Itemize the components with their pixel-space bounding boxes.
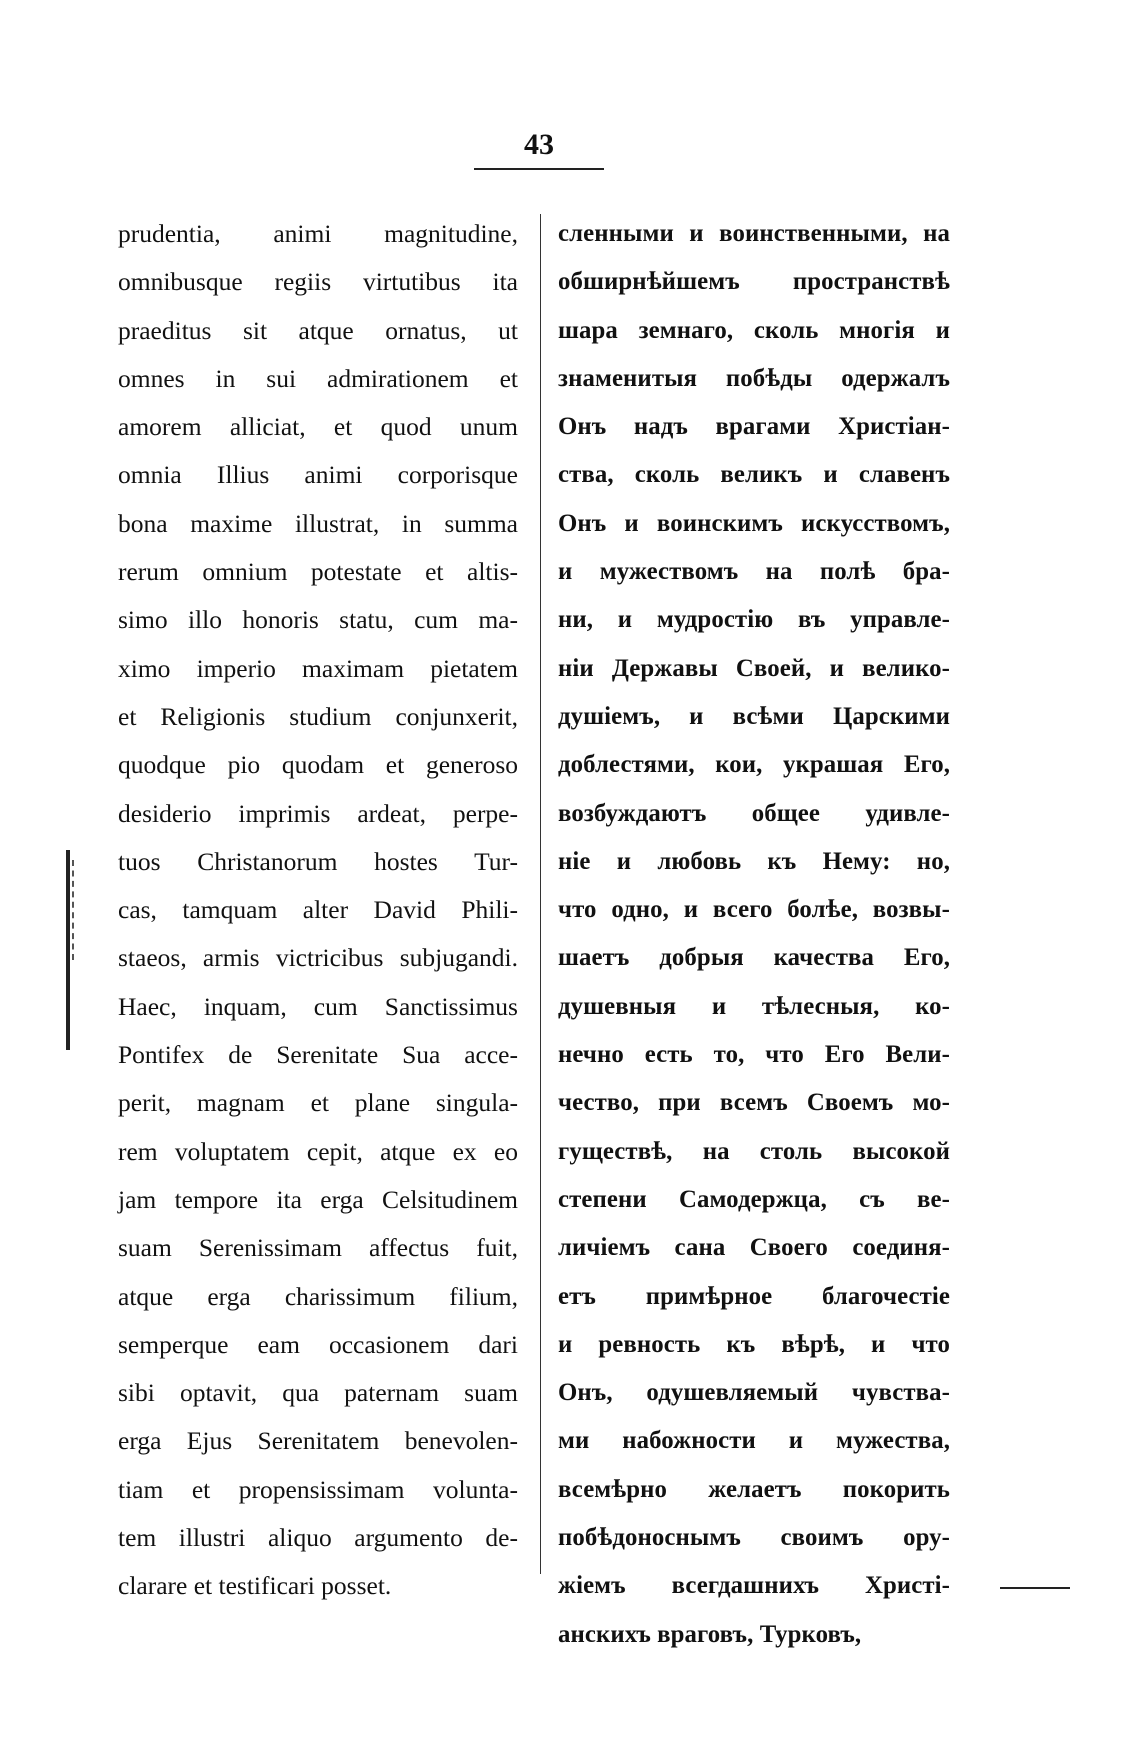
russian-text-line: доблестями, кои, украшая Его, [558,751,950,779]
latin-text-line: quodque pio quodam et generoso [118,750,518,780]
russian-text-line: ніе и любовь къ Нему: но, [558,847,950,875]
latin-text-line: jam tempore ita erga Celsitudinem [118,1184,518,1214]
russian-column [558,210,950,1659]
latin-text-line: tem illustri aliquo argumento de- [118,1523,518,1553]
latin-text-line: tiam et propensissimam volunta- [118,1474,518,1504]
latin-text-line: et Religionis studium conjunxerit, [118,701,518,731]
russian-text-line: ми набожности и мужества, [558,1427,950,1455]
latin-column [118,210,518,1611]
russian-text-line: анскихъ враговъ, Турковъ, [558,1620,862,1648]
russian-text-line: обширнѣйшемъ пространствѣ [558,268,950,296]
russian-text-line: и ревность къ вѣрѣ, и что [558,1330,950,1358]
russian-text-line: шаетъ добрыя качества Его, [558,944,950,972]
russian-text-line: душевныя и тѣлесныя, ко- [558,992,950,1020]
margin-dashes [72,860,74,960]
russian-text-line: степени Самодержца, съ ве- [558,1185,950,1213]
latin-text-line: omnibusque regiis virtutibus ita [118,267,518,297]
column-divider [540,214,541,1574]
latin-text-line: atque erga charissimum filium, [118,1281,518,1311]
latin-text-line: desiderio imprimis ardeat, perpe- [118,798,518,828]
latin-text-line: prudentia, animi magnitudine, [118,219,518,248]
russian-text-line: сленными и воинственными, на [558,220,950,247]
page-number: 43 [524,128,554,161]
latin-text-line: omnes in sui admirationem et [118,363,518,393]
latin-text-line: bona maxime illustrat, in summa [118,508,518,538]
russian-text-line: и мужествомъ на полѣ бра- [558,558,950,586]
latin-text-line: sibi optavit, qua paternam suam [118,1378,518,1408]
russian-text-line: етъ примѣрное благочестіе [558,1282,950,1310]
latin-text-line: tuos Christanorum hostes Tur- [118,846,518,876]
russian-text-line: ніи Державы Своей, и велико- [558,654,950,682]
margin-mark [66,850,70,1050]
russian-text-line: гуществѣ, на столь высокой [558,1137,950,1165]
latin-text-line: ximo imperio maximam pietatem [118,653,518,683]
russian-text-line: жіемъ всегдашнихъ Христі- [558,1572,950,1600]
latin-text-line: perit, magnam et plane singula- [118,1088,518,1118]
russian-text-line: шара земнаго, сколь многія и [558,316,950,344]
russian-text-line: ства, сколь великъ и славенъ [558,461,950,489]
russian-text-line: нечно есть то, что Его Вели- [558,1041,950,1069]
russian-text-line: чество, при всемъ Своемъ мо- [558,1089,950,1117]
latin-text-line: semperque eam occasionem dari [118,1329,518,1359]
latin-text-line: Pontifex de Serenitate Sua acce- [118,1040,518,1070]
russian-text-line: Онъ и воинскимъ искусствомъ, [558,509,950,537]
latin-text-line: rerum omnium potestate et altis- [118,557,518,587]
latin-text-line: amorem alliciat, et quod unum [118,412,518,442]
russian-text-line: возбуждаютъ общее удивле- [558,799,950,827]
latin-text-line: staeos, armis victricibus subjugandi. [118,943,518,973]
russian-text-line: личіемъ сана Своего соединя- [558,1234,950,1262]
russian-text-line: знаменитыя побѣды одержалъ [558,364,950,392]
latin-text-line: praeditus sit atque ornatus, ut [118,315,518,345]
latin-text-line: Haec, inquam, cum Sanctissimus [118,991,518,1021]
latin-text-line: omnia Illius animi corporisque [118,460,518,490]
latin-text-line: cas, tamquam alter David Phili- [118,895,518,925]
russian-text-line: что одно, и всего болѣе, возвы- [558,896,950,924]
latin-text-line: erga Ejus Serenitatem benevolen- [118,1426,518,1456]
russian-text-line: ни, и мудростію въ управле- [558,606,950,634]
latin-text-line: clarare et testificari posset. [118,1571,392,1601]
russian-text-line: всемѣрно желаетъ покорить [558,1475,950,1503]
russian-text-line: душіемъ, и всѣми Царскими [558,702,950,730]
russian-text-line: Онъ надъ врагами Христіан- [558,413,950,441]
russian-text-line: побѣдоноснымъ своимъ ору- [558,1524,950,1552]
latin-text-line: simo illo honoris statu, cum ma- [118,605,518,635]
corner-rule [1000,1587,1070,1589]
latin-text-line: rem voluptatem cepit, atque ex eo [118,1136,518,1166]
russian-text-line: Онъ, одушевляемый чувства- [558,1379,950,1407]
header-rule [474,168,604,170]
latin-text-line: suam Serenissimam affectus fuit, [118,1233,518,1263]
